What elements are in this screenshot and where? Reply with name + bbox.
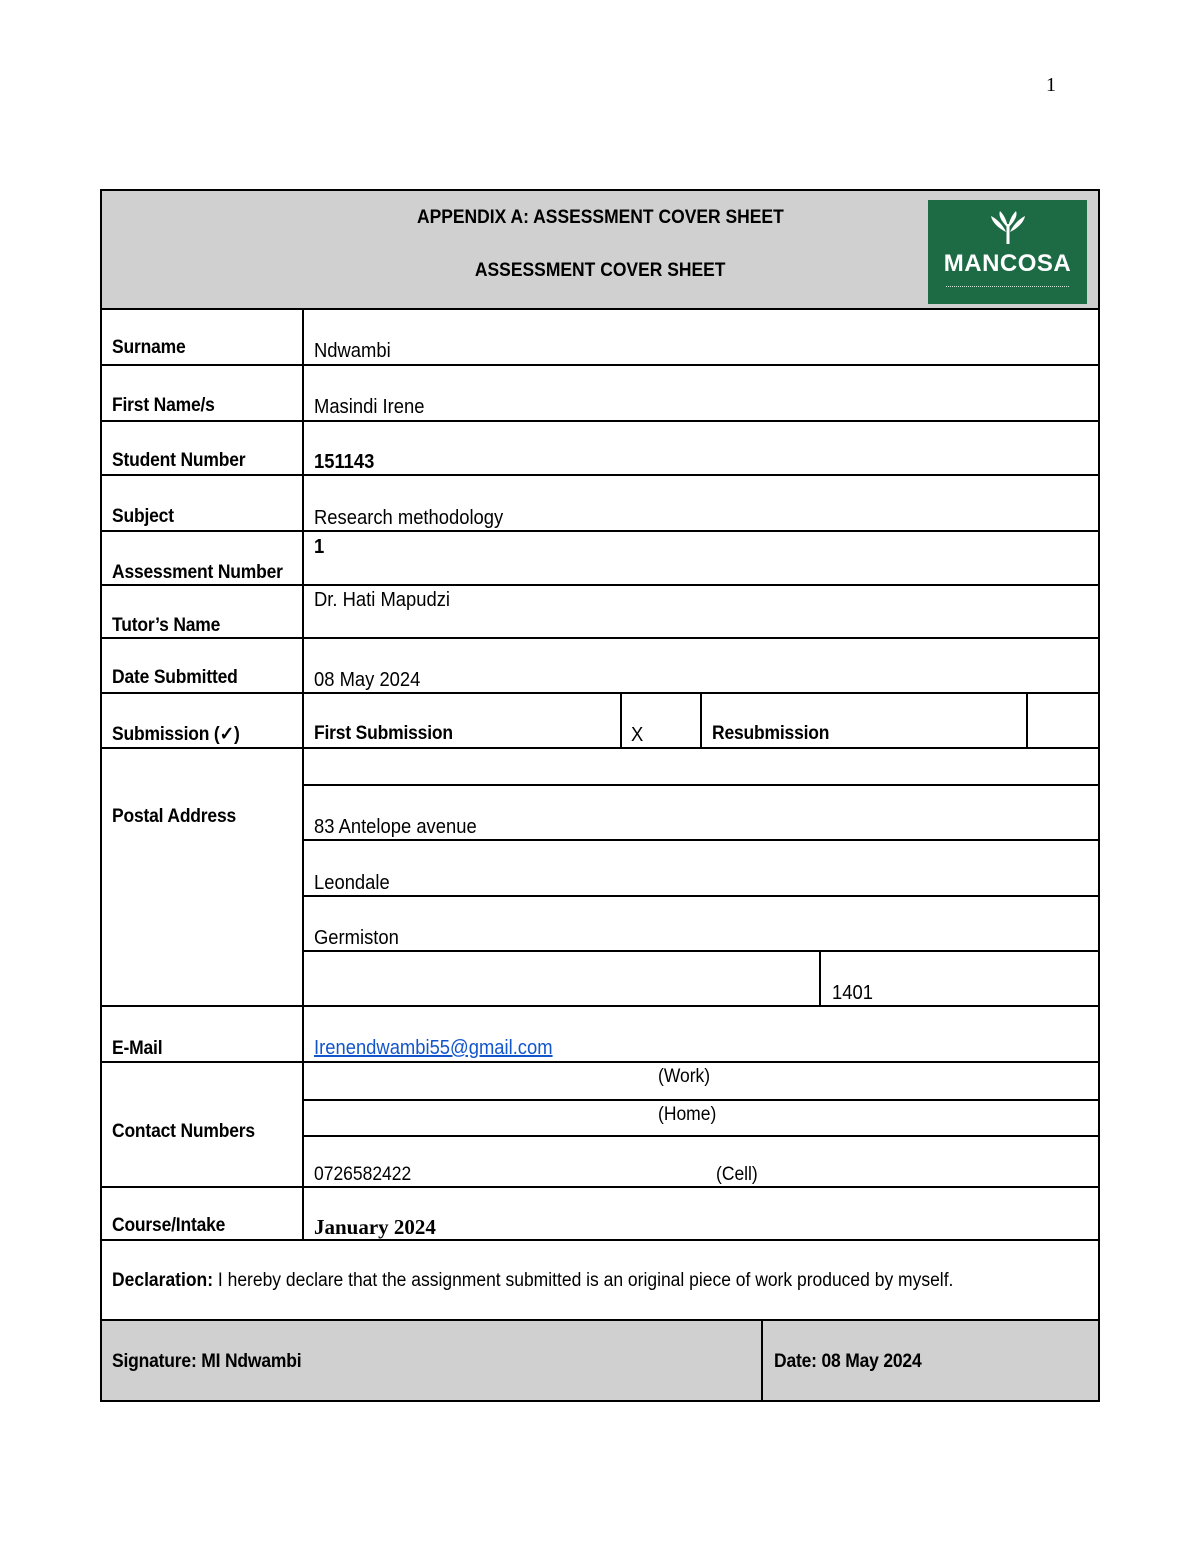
postal-line-3: Germiston (314, 927, 399, 949)
rule (100, 1061, 1100, 1063)
email-link[interactable]: Irenendwambi55@gmail.com (314, 1037, 553, 1059)
cell-number: 0726582422 (314, 1164, 412, 1185)
student-number-value: 151143 (314, 451, 375, 473)
date-submitted-value: 08 May 2024 (314, 669, 421, 691)
rule (100, 530, 1100, 532)
surname-label: Surname (112, 337, 186, 358)
postal-line-2: Leondale (314, 872, 390, 894)
postal-code: 1401 (832, 982, 873, 1004)
logo-wordmark: MANCOSA (943, 250, 1072, 277)
signature: Signature: MI Ndwambi (112, 1351, 302, 1372)
course-value: January 2024 (314, 1215, 436, 1239)
declaration-text: I hereby declare that the assignment submitted is an original piece of work produced by myself. (213, 1270, 954, 1291)
resubmission-label: Resubmission (712, 723, 830, 744)
column-divider (620, 692, 622, 749)
rule (100, 1186, 1100, 1188)
column-divider (819, 950, 821, 1007)
rule (302, 784, 1100, 786)
leaf-emblem-icon (988, 210, 1028, 246)
submission-label: Submission (✓) (112, 724, 240, 745)
rule (100, 584, 1100, 586)
first-submission-mark: X (631, 724, 644, 746)
rule (100, 474, 1100, 476)
header-subtitle-text: ASSESSMENT COVER SHEET (474, 260, 726, 281)
first-submission-label: First Submission (314, 723, 453, 744)
tutor-value: Dr. Hati Mapudzi (314, 589, 451, 611)
rule (302, 950, 1100, 952)
rule (100, 692, 1100, 694)
declaration (112, 1270, 953, 1292)
assessment-number-value: 1 (314, 536, 325, 558)
rule (302, 1135, 1100, 1137)
logo-tagline (946, 286, 1069, 290)
home-label: (Home) (658, 1104, 717, 1125)
rule (302, 895, 1100, 897)
rule (302, 1099, 1100, 1101)
page-number: 1 (1046, 74, 1056, 96)
course-label: Course/Intake (112, 1215, 226, 1236)
subject-value: Research methodology (314, 507, 504, 529)
rule (100, 1005, 1100, 1007)
cell-label: (Cell) (716, 1164, 758, 1185)
column-divider (761, 1319, 763, 1402)
rule (100, 308, 1100, 310)
rule (100, 1239, 1100, 1241)
header-title-text: APPENDIX A: ASSESSMENT COVER SHEET (416, 207, 784, 228)
signature-date: Date: 08 May 2024 (774, 1351, 922, 1372)
column-divider (700, 692, 702, 749)
email-label: E-Mail (112, 1038, 163, 1059)
rule (100, 637, 1100, 639)
date-submitted-label: Date Submitted (112, 667, 238, 688)
tutor-label: Tutor’s Name (112, 615, 221, 636)
cover-sheet-table (100, 189, 1100, 1402)
declaration-label: Declaration: (112, 1270, 214, 1291)
postal-line-1: 83 Antelope avenue (314, 816, 477, 838)
contact-numbers-label: Contact Numbers (112, 1121, 255, 1142)
subject-label: Subject (112, 506, 174, 527)
column-divider (1026, 692, 1028, 749)
postal-address-label: Postal Address (112, 806, 237, 827)
rule (100, 364, 1100, 366)
assessment-number-label: Assessment Number (112, 562, 283, 583)
first-names-label: First Name/s (112, 395, 215, 416)
rule (100, 1319, 1100, 1321)
student-number-label: Student Number (112, 450, 246, 471)
surname-value: Ndwambi (314, 340, 391, 362)
column-divider (302, 308, 304, 1241)
mancosa-logo (928, 200, 1087, 304)
work-label: (Work) (658, 1066, 711, 1087)
first-names-value: Masindi Irene (314, 396, 425, 418)
rule (302, 839, 1100, 841)
rule (100, 747, 1100, 749)
rule (100, 420, 1100, 422)
